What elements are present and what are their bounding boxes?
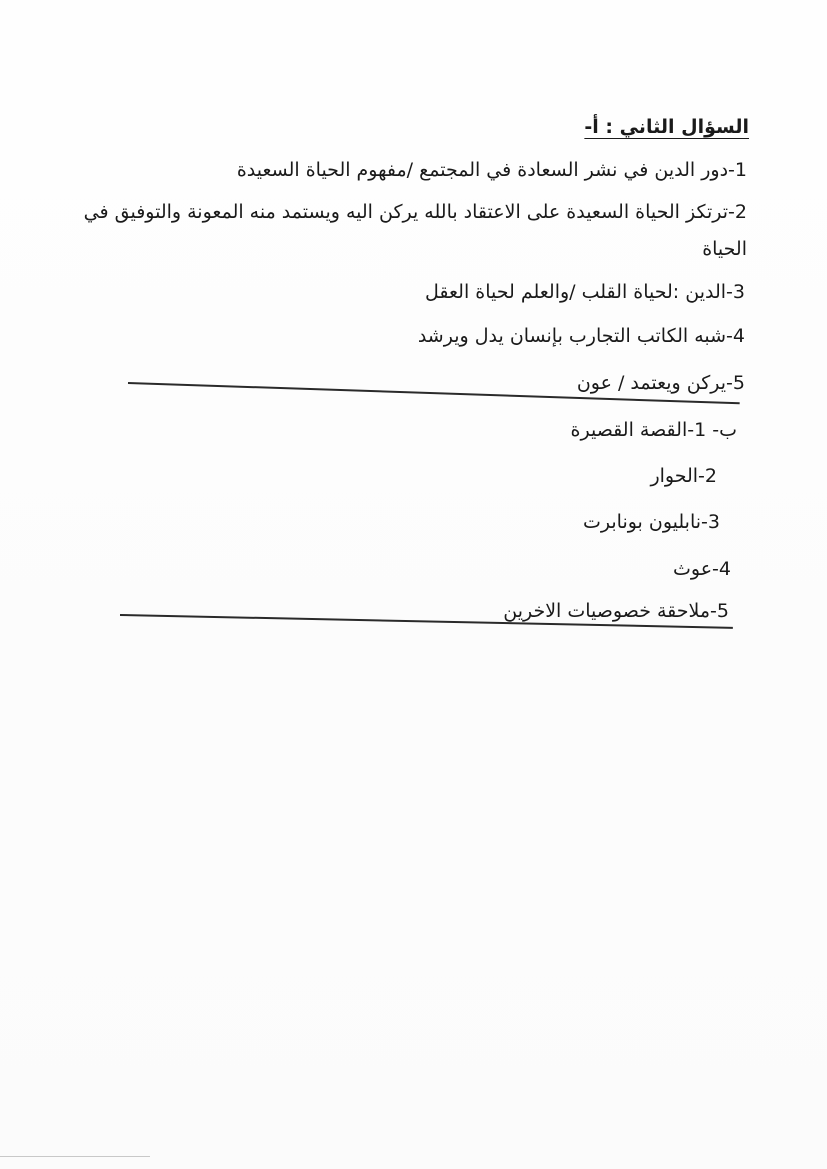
answer-a-2: 2-ترتكز الحياة السعيدة على الاعتقاد بالله يركن اليه ويستمد منه المعونة والتوفيق في	[83, 201, 747, 223]
answer-a-4: 4-شبه الكاتب التجارب بإنسان يدل ويرشد	[417, 325, 745, 347]
question-heading: السؤال الثاني : أ-	[584, 116, 749, 138]
answer-a-2-continued: الحياة	[702, 238, 747, 260]
answer-a-3: 3-الدين :لحياة القلب /والعلم لحياة العقل	[424, 281, 745, 303]
answer-b-4: 4-عوث	[673, 558, 731, 580]
answer-b-1: ب- 1-القصة القصيرة	[570, 419, 737, 441]
scan-edge-mark	[0, 1156, 150, 1157]
answer-b-3: 3-نابليون بونابرت	[583, 511, 720, 533]
answer-a-5: 5-يركن ويعتمد / عون	[576, 372, 745, 394]
answer-b-5: 5-ملاحقة خصوصيات الاخرين	[503, 600, 729, 622]
answer-a-1: 1-دور الدين في نشر السعادة في المجتمع /مفهوم الحياة السعيدة	[236, 159, 747, 181]
answer-b-2: 2-الحوار	[650, 465, 717, 487]
